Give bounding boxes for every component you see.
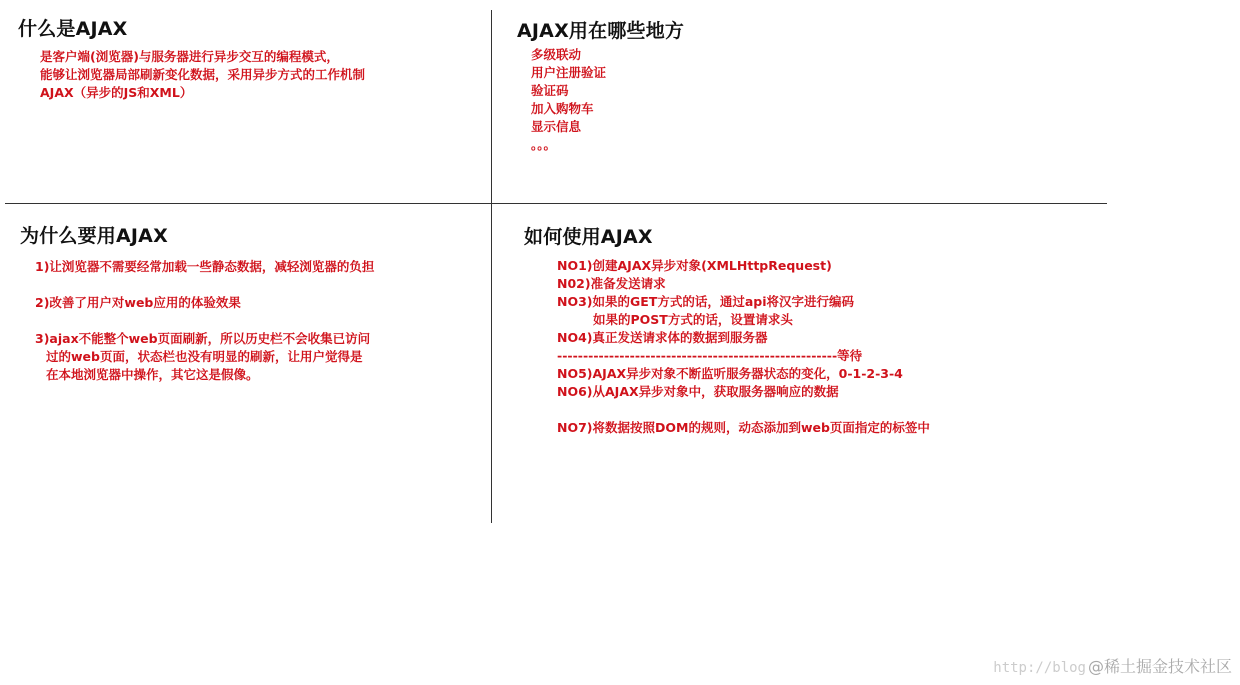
horizontal-divider: [5, 203, 1107, 204]
how-step-2: N02)准备发送请求: [557, 276, 666, 291]
why-point-1: 1)让浏览器不需要经常加载一些静态数据，减轻浏览器的负担: [35, 259, 375, 274]
watermark-brand: @稀土掘金技术社区: [1087, 657, 1232, 676]
how-wait-divider: ------------------------------------------------------等待: [557, 348, 863, 363]
how-to-use-title: 如何使用AJAX: [524, 226, 653, 248]
how-steps: [557, 257, 930, 437]
watermark-url: http://blog: [993, 660, 1086, 676]
what-is-ajax-text: [40, 48, 365, 102]
why-point-2: 2)改善了用户对web应用的体验效果: [35, 295, 241, 310]
how-step-7: NO7)将数据按照DOM的规则，动态添加到web页面指定的标签中: [557, 420, 930, 435]
how-step-6: NO6)从AJAX异步对象中，获取服务器响应的数据: [557, 384, 839, 399]
why-point-3-line-1: 3)ajax不能整个web页面刷新，所以历史栏不会收集已访问: [35, 331, 371, 346]
how-step-4: NO4)真正发送请求体的数据到服务器: [557, 330, 768, 345]
where-item: 。。。: [531, 137, 557, 152]
where-item: 多级联动: [531, 47, 582, 62]
what-line-1: 是客户端(浏览器)与服务器进行异步交互的编程模式，: [40, 49, 339, 64]
where-item: 显示信息: [531, 119, 582, 134]
why-use-ajax-title: 为什么要用AJAX: [20, 225, 168, 247]
why-point-3-line-2: 过的web页面，状态栏也没有明显的刷新，让用户觉得是: [46, 349, 363, 364]
watermark: [993, 654, 1232, 677]
how-step-3-get: NO3)如果的GET方式的话，通过api将汉字进行编码: [557, 294, 854, 309]
where-item: 加入购物车: [531, 101, 594, 116]
where-item: 验证码: [531, 83, 569, 98]
why-point-3: [35, 330, 370, 384]
vertical-divider: [491, 10, 492, 523]
where-used-title: AJAX用在哪些地方: [517, 20, 685, 42]
what-is-ajax-title: 什么是AJAX: [18, 18, 128, 40]
what-line-2: 能够让浏览器局部刷新变化数据，采用异步方式的工作机制: [40, 67, 366, 82]
why-point-3-line-3: 在本地浏览器中操作，其它这是假像。: [46, 367, 259, 382]
how-step-1: NO1)创建AJAX异步对象(XMLHttpRequest): [557, 258, 832, 273]
how-step-3-post: 如果的POST方式的话，设置请求头: [593, 312, 793, 327]
how-step-5: NO5)AJAX异步对象不断监听服务器状态的变化，0-1-2-3-4: [557, 366, 903, 381]
what-line-3: AJAX（异步的JS和XML）: [40, 85, 193, 100]
where-used-list: [531, 46, 606, 154]
where-item: 用户注册验证: [531, 65, 607, 80]
